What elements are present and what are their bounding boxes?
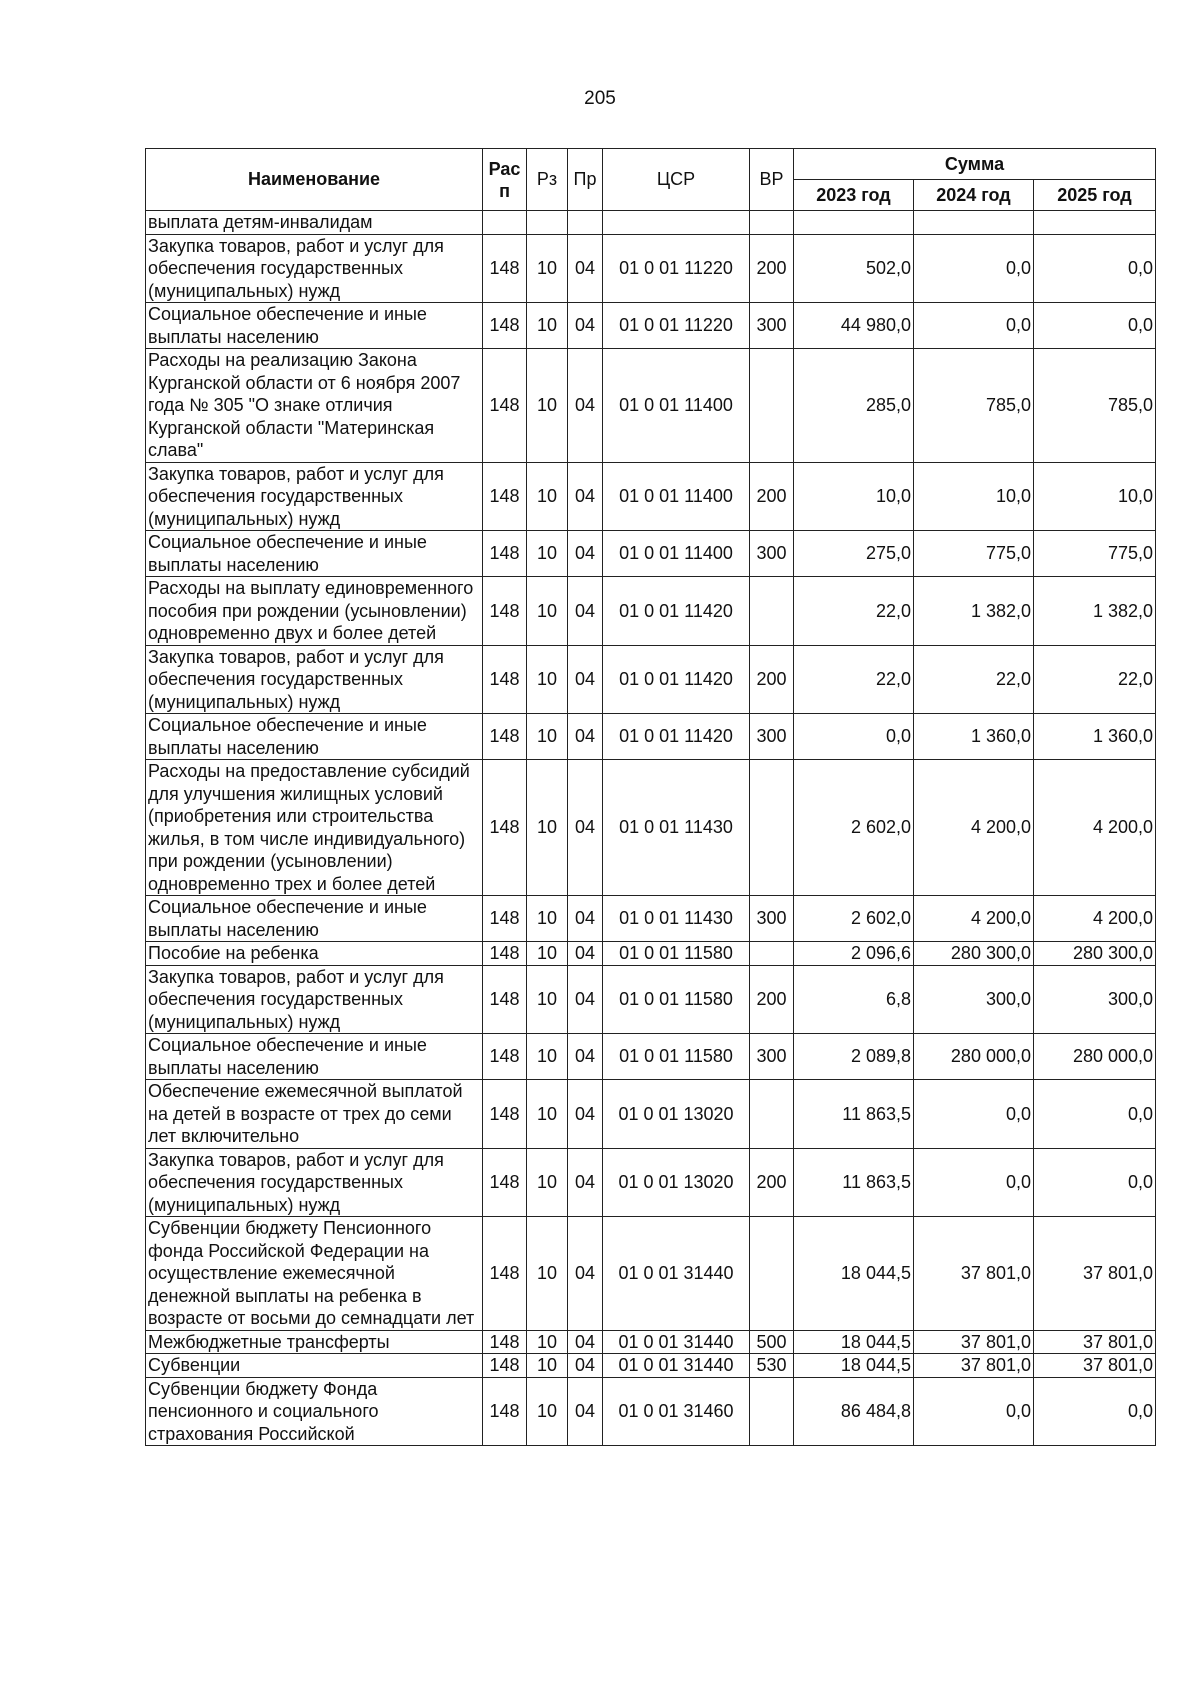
- cell-2023: 44 980,0: [794, 303, 914, 349]
- cell-rasp: 148: [483, 1354, 527, 1378]
- cell-name: Социальное обеспечение и иные выплаты населению: [146, 896, 483, 942]
- cell-pr: 04: [568, 234, 603, 303]
- cell-2025: 280 300,0: [1034, 942, 1156, 966]
- cell-rasp: 148: [483, 303, 527, 349]
- cell-2024: 0,0: [914, 1080, 1034, 1149]
- cell-2025: 785,0: [1034, 349, 1156, 463]
- cell-2024: 1 360,0: [914, 714, 1034, 760]
- cell-vr: 200: [750, 645, 794, 714]
- cell-pr: 04: [568, 1034, 603, 1080]
- cell-vr: 200: [750, 1148, 794, 1217]
- page-number: 205: [584, 88, 616, 109]
- cell-2025: 0,0: [1034, 1148, 1156, 1217]
- cell-rasp: [483, 211, 527, 235]
- cell-rasp: 148: [483, 645, 527, 714]
- header-name: Наименование: [146, 149, 483, 211]
- cell-2025: 0,0: [1034, 303, 1156, 349]
- cell-vr: [750, 211, 794, 235]
- cell-2024: 280 300,0: [914, 942, 1034, 966]
- cell-2023: 86 484,8: [794, 1377, 914, 1446]
- table-header: [146, 149, 1156, 211]
- cell-pr: 04: [568, 942, 603, 966]
- cell-2024: 37 801,0: [914, 1330, 1034, 1354]
- cell-2023: 2 096,6: [794, 942, 914, 966]
- cell-vr: [750, 760, 794, 896]
- cell-pr: 04: [568, 1217, 603, 1331]
- cell-vr: 300: [750, 303, 794, 349]
- cell-vr: [750, 1217, 794, 1331]
- cell-2023: 275,0: [794, 531, 914, 577]
- cell-csr: 01 0 01 13020: [603, 1080, 750, 1149]
- cell-rz: 10: [527, 1034, 568, 1080]
- cell-rasp: 148: [483, 1148, 527, 1217]
- cell-pr: 04: [568, 896, 603, 942]
- cell-name: Социальное обеспечение и иные выплаты населению: [146, 714, 483, 760]
- cell-rz: 10: [527, 942, 568, 966]
- cell-vr: 300: [750, 531, 794, 577]
- cell-2024: 0,0: [914, 1377, 1034, 1446]
- cell-2024: 300,0: [914, 965, 1034, 1034]
- cell-pr: 04: [568, 760, 603, 896]
- cell-csr: 01 0 01 11220: [603, 234, 750, 303]
- cell-csr: 01 0 01 11580: [603, 965, 750, 1034]
- budget-table: [145, 148, 1156, 1446]
- cell-2024: 37 801,0: [914, 1354, 1034, 1378]
- cell-2025: 1 382,0: [1034, 577, 1156, 646]
- cell-vr: [750, 349, 794, 463]
- cell-rasp: 148: [483, 234, 527, 303]
- cell-rz: 10: [527, 577, 568, 646]
- cell-rasp: 148: [483, 965, 527, 1034]
- header-year-2023: 2023 год: [794, 180, 914, 211]
- cell-2025: 775,0: [1034, 531, 1156, 577]
- cell-pr: 04: [568, 531, 603, 577]
- cell-2023: 2 602,0: [794, 760, 914, 896]
- table-row: [146, 1080, 1156, 1149]
- cell-rz: 10: [527, 234, 568, 303]
- cell-vr: 200: [750, 965, 794, 1034]
- cell-name: Закупка товаров, работ и услуг для обеспечения государственных (муниципальных) нужд: [146, 965, 483, 1034]
- cell-pr: 04: [568, 965, 603, 1034]
- cell-2023: [794, 211, 914, 235]
- cell-name: Расходы на предоставление субсидий для улучшения жилищных условий (приобретения или строительства жилья, в том числе индивидуального) при рождении (усыновлении) одновременно трех и более детей: [146, 760, 483, 896]
- table-row: [146, 1354, 1156, 1378]
- cell-rz: 10: [527, 1377, 568, 1446]
- cell-2025: [1034, 211, 1156, 235]
- cell-2024: 1 382,0: [914, 577, 1034, 646]
- cell-csr: 01 0 01 11220: [603, 303, 750, 349]
- cell-rz: [527, 211, 568, 235]
- cell-vr: 300: [750, 714, 794, 760]
- cell-csr: 01 0 01 31440: [603, 1354, 750, 1378]
- header-vr: ВР: [750, 149, 794, 211]
- cell-rz: 10: [527, 896, 568, 942]
- cell-2025: 0,0: [1034, 1377, 1156, 1446]
- cell-2023: 2 089,8: [794, 1034, 914, 1080]
- cell-csr: 01 0 01 11580: [603, 942, 750, 966]
- cell-csr: 01 0 01 11580: [603, 1034, 750, 1080]
- cell-name: Социальное обеспечение и иные выплаты населению: [146, 303, 483, 349]
- cell-2023: 6,8: [794, 965, 914, 1034]
- cell-name: Пособие на ребенка: [146, 942, 483, 966]
- cell-name: Социальное обеспечение и иные выплаты населению: [146, 1034, 483, 1080]
- cell-csr: 01 0 01 11400: [603, 349, 750, 463]
- cell-rz: 10: [527, 303, 568, 349]
- cell-csr: 01 0 01 11420: [603, 714, 750, 760]
- cell-2024: 0,0: [914, 234, 1034, 303]
- cell-pr: 04: [568, 1354, 603, 1378]
- cell-csr: 01 0 01 11430: [603, 896, 750, 942]
- cell-2024: 22,0: [914, 645, 1034, 714]
- cell-2023: 11 863,5: [794, 1080, 914, 1149]
- cell-2023: 18 044,5: [794, 1217, 914, 1331]
- cell-pr: 04: [568, 714, 603, 760]
- cell-2025: 4 200,0: [1034, 760, 1156, 896]
- table-row: [146, 942, 1156, 966]
- cell-2025: 10,0: [1034, 462, 1156, 531]
- cell-rasp: 148: [483, 760, 527, 896]
- cell-vr: 300: [750, 896, 794, 942]
- table-row: [146, 1034, 1156, 1080]
- cell-vr: 200: [750, 462, 794, 531]
- cell-name: Социальное обеспечение и иные выплаты населению: [146, 531, 483, 577]
- table-row: [146, 1377, 1156, 1446]
- cell-pr: 04: [568, 645, 603, 714]
- cell-2025: 22,0: [1034, 645, 1156, 714]
- header-rasp: Рас п: [483, 149, 527, 211]
- cell-pr: 04: [568, 1377, 603, 1446]
- cell-rz: 10: [527, 1080, 568, 1149]
- cell-vr: [750, 1080, 794, 1149]
- table-row: [146, 760, 1156, 896]
- cell-2025: 37 801,0: [1034, 1330, 1156, 1354]
- cell-rasp: 148: [483, 1080, 527, 1149]
- header-pr: Пр: [568, 149, 603, 211]
- cell-name: Закупка товаров, работ и услуг для обеспечения государственных (муниципальных) нужд: [146, 462, 483, 531]
- cell-rz: 10: [527, 1330, 568, 1354]
- cell-2024: 4 200,0: [914, 760, 1034, 896]
- cell-2023: 22,0: [794, 645, 914, 714]
- cell-vr: 200: [750, 234, 794, 303]
- cell-rasp: 148: [483, 1377, 527, 1446]
- cell-2023: 18 044,5: [794, 1330, 914, 1354]
- cell-vr: [750, 1377, 794, 1446]
- cell-pr: 04: [568, 349, 603, 463]
- cell-rasp: 148: [483, 531, 527, 577]
- cell-2025: 300,0: [1034, 965, 1156, 1034]
- cell-2025: 37 801,0: [1034, 1217, 1156, 1331]
- cell-pr: 04: [568, 303, 603, 349]
- cell-pr: 04: [568, 1148, 603, 1217]
- cell-vr: 300: [750, 1034, 794, 1080]
- table-row: [146, 965, 1156, 1034]
- cell-rz: 10: [527, 1217, 568, 1331]
- cell-2023: 502,0: [794, 234, 914, 303]
- cell-2024: 37 801,0: [914, 1217, 1034, 1331]
- table-row: [146, 896, 1156, 942]
- cell-rasp: 148: [483, 942, 527, 966]
- table-row: [146, 211, 1156, 235]
- cell-rasp: 148: [483, 577, 527, 646]
- cell-csr: 01 0 01 13020: [603, 1148, 750, 1217]
- cell-csr: 01 0 01 11420: [603, 577, 750, 646]
- table-row: [146, 645, 1156, 714]
- cell-rz: 10: [527, 714, 568, 760]
- cell-name: Закупка товаров, работ и услуг для обеспечения государственных (муниципальных) нужд: [146, 645, 483, 714]
- cell-name: Субвенции бюджету Фонда пенсионного и социального страхования Российской: [146, 1377, 483, 1446]
- header-year-2025: 2025 год: [1034, 180, 1156, 211]
- cell-rasp: 148: [483, 1330, 527, 1354]
- cell-name: Обеспечение ежемесячной выплатой на детей в возрасте от трех до семи лет включительно: [146, 1080, 483, 1149]
- table-row: [146, 234, 1156, 303]
- cell-vr: [750, 942, 794, 966]
- cell-2024: 785,0: [914, 349, 1034, 463]
- cell-rasp: 148: [483, 714, 527, 760]
- cell-2024: [914, 211, 1034, 235]
- cell-csr: 01 0 01 31440: [603, 1217, 750, 1331]
- cell-csr: [603, 211, 750, 235]
- cell-name: Закупка товаров, работ и услуг для обеспечения государственных (муниципальных) нужд: [146, 234, 483, 303]
- cell-rasp: 148: [483, 1217, 527, 1331]
- cell-csr: 01 0 01 31460: [603, 1377, 750, 1446]
- cell-name: Субвенции: [146, 1354, 483, 1378]
- header-csr: ЦСР: [603, 149, 750, 211]
- cell-rz: 10: [527, 349, 568, 463]
- cell-rz: 10: [527, 1354, 568, 1378]
- cell-csr: 01 0 01 31440: [603, 1330, 750, 1354]
- cell-2025: 4 200,0: [1034, 896, 1156, 942]
- cell-2023: 10,0: [794, 462, 914, 531]
- cell-rz: 10: [527, 1148, 568, 1217]
- table-row: [146, 531, 1156, 577]
- cell-rasp: 148: [483, 349, 527, 463]
- table-body: [146, 211, 1156, 1446]
- header-year-2024: 2024 год: [914, 180, 1034, 211]
- table-row: [146, 1217, 1156, 1331]
- cell-2023: 11 863,5: [794, 1148, 914, 1217]
- cell-csr: 01 0 01 11420: [603, 645, 750, 714]
- cell-name: Закупка товаров, работ и услуг для обеспечения государственных (муниципальных) нужд: [146, 1148, 483, 1217]
- cell-pr: 04: [568, 1080, 603, 1149]
- cell-csr: 01 0 01 11400: [603, 531, 750, 577]
- cell-name: Межбюджетные трансферты: [146, 1330, 483, 1354]
- table-row: [146, 577, 1156, 646]
- cell-rz: 10: [527, 645, 568, 714]
- cell-2024: 10,0: [914, 462, 1034, 531]
- table-row: [146, 1148, 1156, 1217]
- cell-rz: 10: [527, 531, 568, 577]
- cell-2025: 37 801,0: [1034, 1354, 1156, 1378]
- cell-rz: 10: [527, 760, 568, 896]
- cell-name: Расходы на выплату единовременного пособия при рождении (усыновлении) одновременно двух и более детей: [146, 577, 483, 646]
- cell-2023: 22,0: [794, 577, 914, 646]
- cell-2023: 0,0: [794, 714, 914, 760]
- cell-2024: 775,0: [914, 531, 1034, 577]
- cell-2024: 0,0: [914, 303, 1034, 349]
- header-sum: Сумма: [794, 149, 1156, 180]
- cell-rasp: 148: [483, 896, 527, 942]
- cell-2023: 285,0: [794, 349, 914, 463]
- table-row: [146, 462, 1156, 531]
- cell-rasp: 148: [483, 462, 527, 531]
- cell-2025: 280 000,0: [1034, 1034, 1156, 1080]
- table-row: [146, 1330, 1156, 1354]
- cell-2024: 0,0: [914, 1148, 1034, 1217]
- cell-pr: 04: [568, 577, 603, 646]
- table-row: [146, 714, 1156, 760]
- cell-2023: 18 044,5: [794, 1354, 914, 1378]
- cell-rz: 10: [527, 462, 568, 531]
- cell-2025: 1 360,0: [1034, 714, 1156, 760]
- cell-name: выплата детям-инвалидам: [146, 211, 483, 235]
- cell-pr: [568, 211, 603, 235]
- header-rz: Рз: [527, 149, 568, 211]
- cell-name: Расходы на реализацию Закона Курганской области от 6 ноября 2007 года № 305 "О знаке отличия Курганской области "Материнская слава": [146, 349, 483, 463]
- cell-rasp: 148: [483, 1034, 527, 1080]
- table-row: [146, 349, 1156, 463]
- cell-vr: [750, 577, 794, 646]
- cell-rz: 10: [527, 965, 568, 1034]
- cell-csr: 01 0 01 11430: [603, 760, 750, 896]
- cell-2024: 4 200,0: [914, 896, 1034, 942]
- cell-name: Субвенции бюджету Пенсионного фонда Российской Федерации на осуществление ежемесячной денежной выплаты на ребенка в возрасте от восьми до семнадцати лет: [146, 1217, 483, 1331]
- cell-2024: 280 000,0: [914, 1034, 1034, 1080]
- cell-2023: 2 602,0: [794, 896, 914, 942]
- cell-2025: 0,0: [1034, 1080, 1156, 1149]
- cell-2025: 0,0: [1034, 234, 1156, 303]
- cell-csr: 01 0 01 11400: [603, 462, 750, 531]
- cell-pr: 04: [568, 462, 603, 531]
- cell-pr: 04: [568, 1330, 603, 1354]
- table-row: [146, 303, 1156, 349]
- cell-vr: 500: [750, 1330, 794, 1354]
- cell-vr: 530: [750, 1354, 794, 1378]
